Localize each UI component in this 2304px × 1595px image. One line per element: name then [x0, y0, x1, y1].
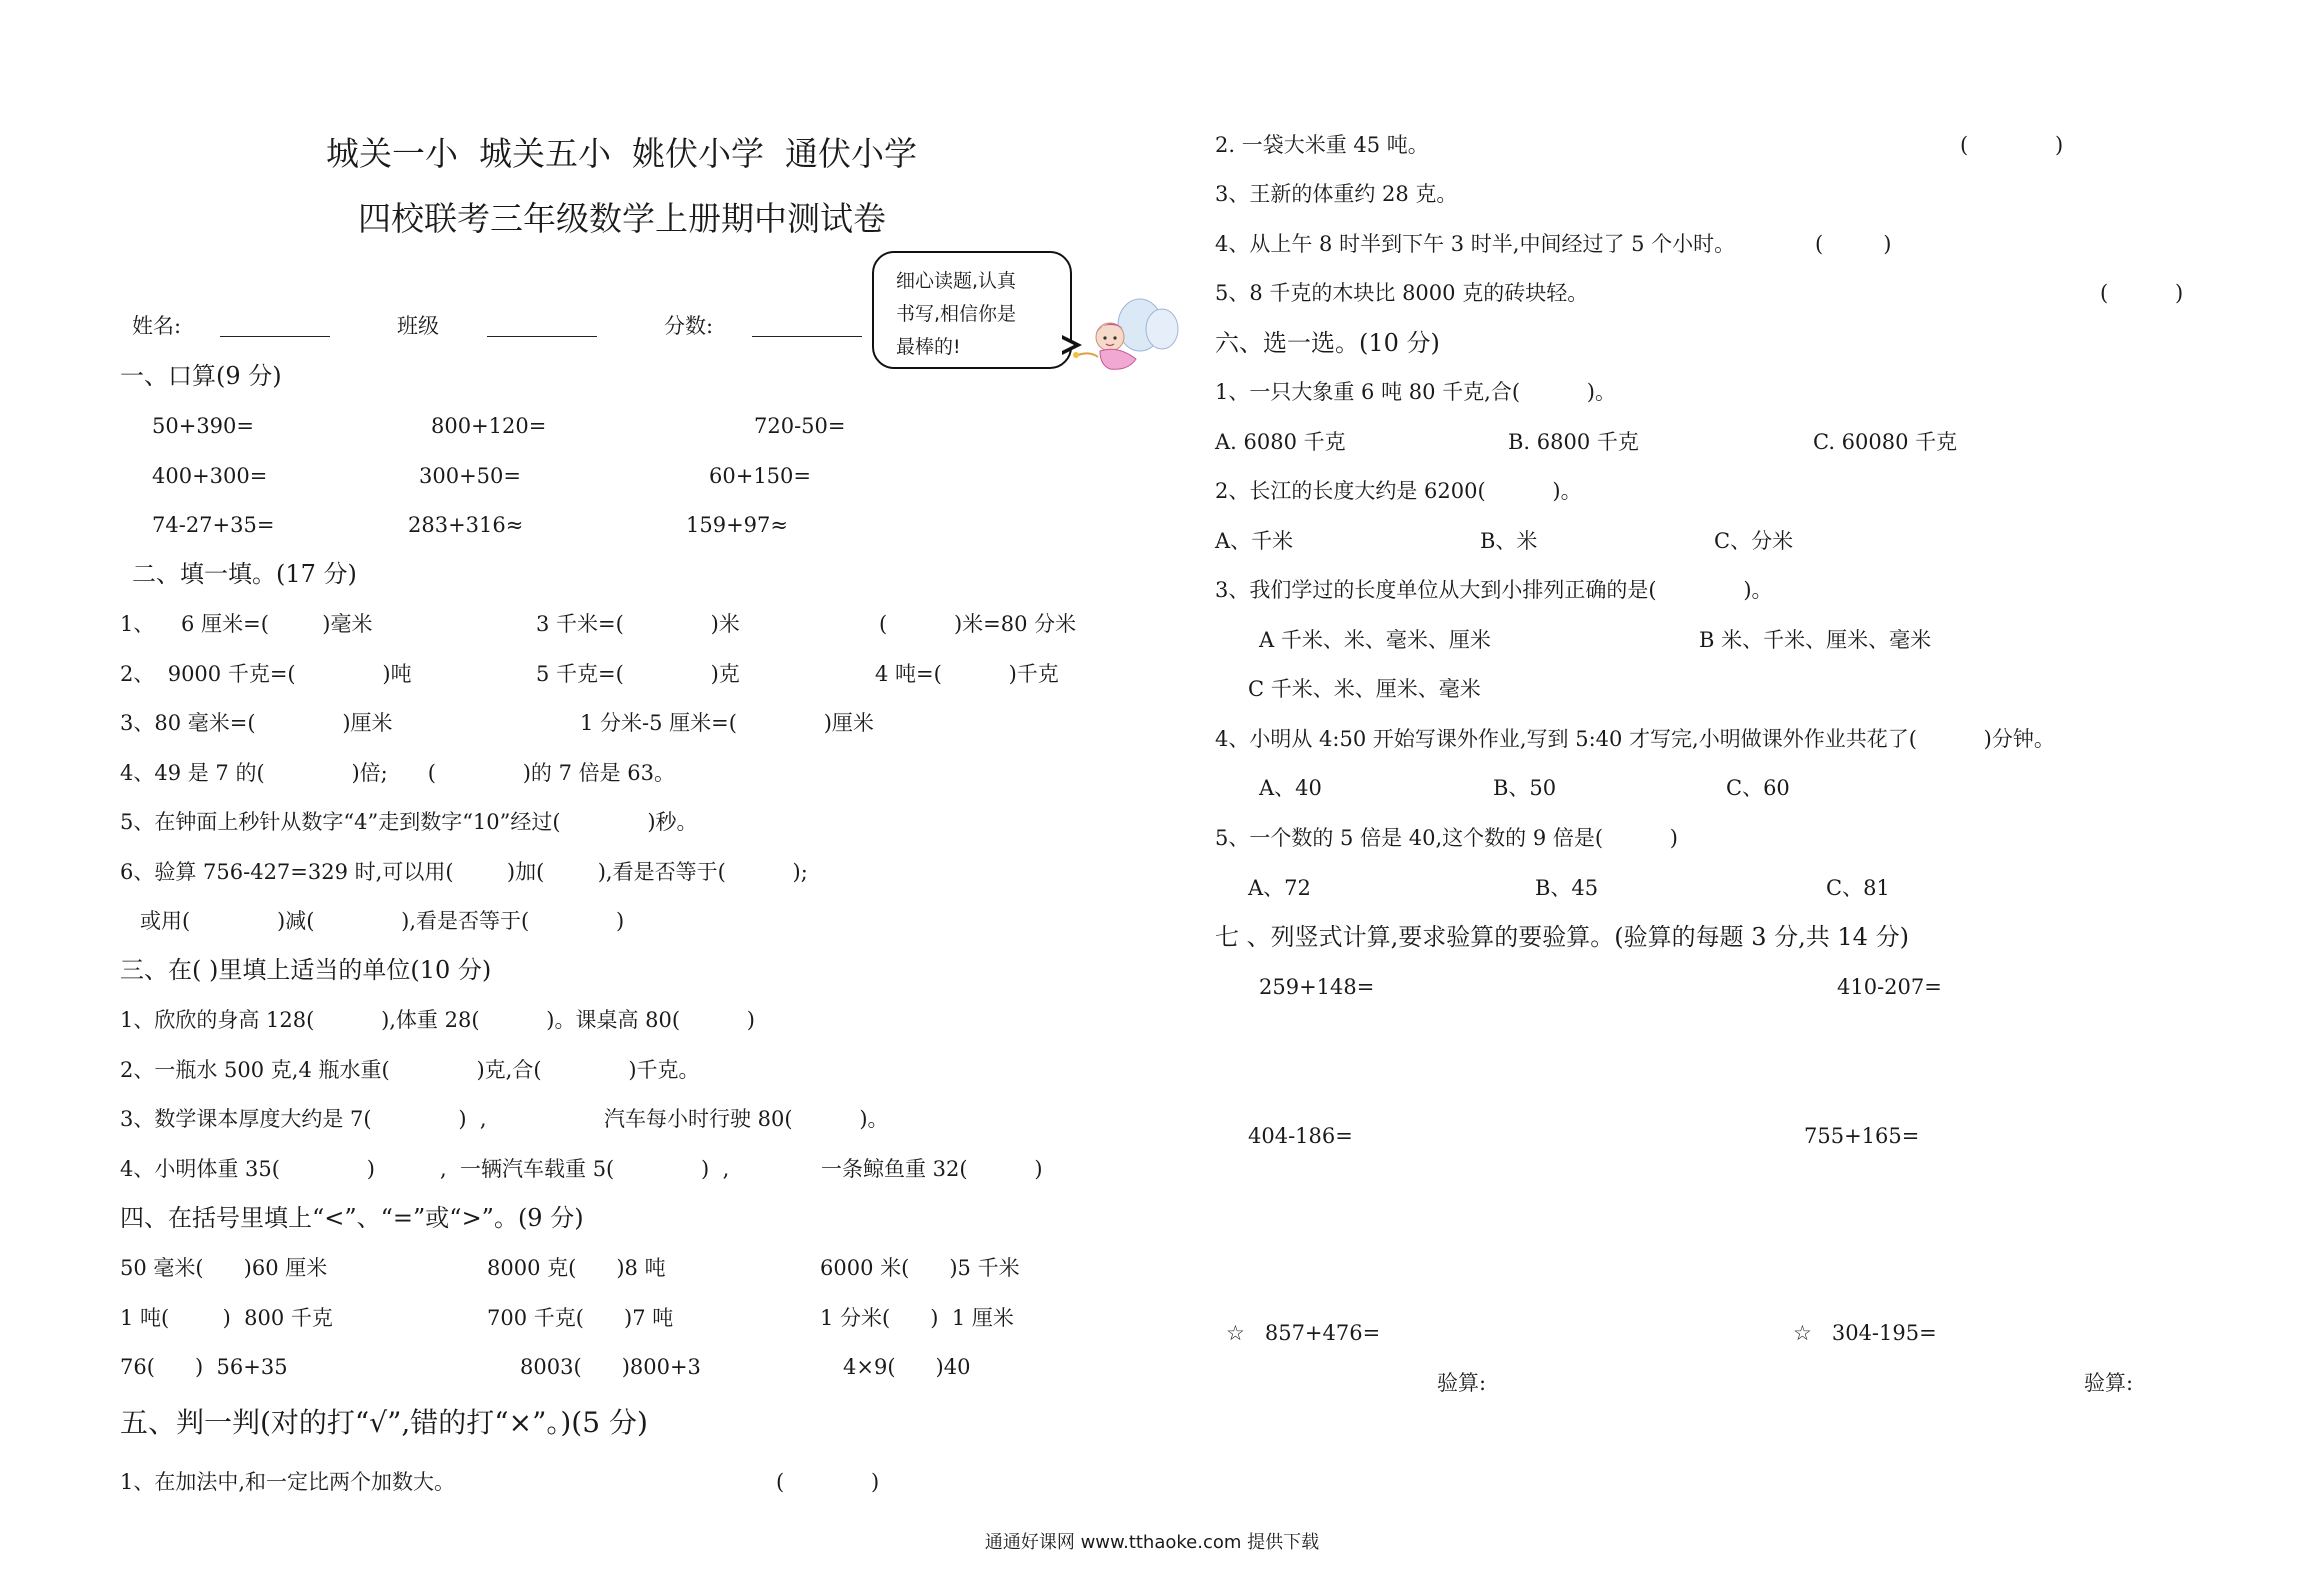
compare-1-2: 8000 克( )8 吨 [487, 1256, 666, 1280]
calc-1-1: 50+390= [152, 414, 254, 438]
choice-q2-b[interactable]: B、米 [1480, 529, 1538, 553]
choice-q2-c[interactable]: C、分米 [1714, 529, 1794, 553]
choice-q3-b[interactable]: B 米、千米、厘米、毫米 [1699, 628, 1932, 652]
name-label: 姓名: [132, 314, 182, 338]
vertical-calc-5: ☆ 857+476= [1226, 1321, 1381, 1345]
judge-q3: 3、王新的体重约 28 克。 [1215, 182, 1458, 206]
footer-credit: 通通好课网 www.tthaoke.com 提供下载 [984, 1532, 1320, 1553]
bubble-line-3: 最棒的! [896, 336, 961, 358]
compare-2-2: 700 千克( )7 吨 [487, 1306, 674, 1330]
choice-q2: 2、长江的长度大约是 6200( )。 [1215, 479, 1582, 503]
judge-q1-answer[interactable]: ( ) [776, 1470, 880, 1494]
section-3-heading: 三、在( )里填上适当的单位(10 分) [120, 956, 492, 984]
choice-q5-b[interactable]: B、45 [1535, 876, 1599, 900]
choice-q1-c[interactable]: C. 60080 千克 [1813, 430, 1958, 454]
judge-q4: 4、从上午 8 时半到下午 3 时半,中间经过了 5 个小时。 [1215, 232, 1736, 256]
compare-2-3: 1 分米( ) 1 厘米 [820, 1306, 1014, 1330]
class-label: 班级 [397, 314, 439, 338]
compare-2-1: 1 吨( ) 800 千克 [120, 1306, 333, 1330]
unit-q2: 2、一瓶水 500 克,4 瓶水重( )克,合( )千克。 [120, 1058, 700, 1082]
fill-q1a: 1、 6 厘米=( )毫米 [120, 612, 373, 636]
score-blank[interactable] [752, 336, 862, 337]
fill-q5: 5、在钟面上秒针从数字“4”走到数字“10”经过( )秒。 [120, 810, 698, 834]
section-6-heading: 六、选一选。(10 分) [1215, 329, 1440, 357]
calc-3-2: 283+316≈ [408, 513, 524, 537]
calc-2-1: 400+300= [152, 464, 268, 488]
section-1-heading: 一、口算(9 分) [120, 362, 282, 390]
choice-q1: 1、一只大象重 6 吨 80 千克,合( )。 [1215, 380, 1616, 404]
judge-q4-answer[interactable]: ( ) [1815, 232, 1892, 256]
choice-q1-b[interactable]: B. 6800 千克 [1508, 430, 1639, 454]
fill-q2b: 5 千克=( )克 [536, 662, 740, 686]
fill-q3a: 3、80 毫米=( )厘米 [120, 711, 393, 735]
choice-q4-c[interactable]: C、60 [1726, 776, 1790, 800]
check-label-left: 验算: [1437, 1371, 1487, 1395]
compare-3-2: 8003( )800+3 [520, 1355, 701, 1379]
unit-q1: 1、欣欣的身高 128( ),体重 28( )。课桌高 80( ) [120, 1008, 756, 1032]
judge-q2-answer[interactable]: ( ) [1960, 133, 2064, 157]
judge-q5-answer[interactable]: ( ) [2100, 281, 2184, 305]
section-7-heading: 七 、列竖式计算,要求验算的要验算。(验算的每题 3 分,共 14 分) [1215, 923, 1909, 951]
page-title: 四校联考三年级数学上册期中测试卷 [358, 199, 886, 238]
choice-q5-c[interactable]: C、81 [1826, 876, 1890, 900]
judge-q2: 2. 一袋大米重 45 吨。 [1215, 133, 1429, 157]
vertical-calc-4: 755+165= [1804, 1124, 1920, 1148]
compare-1-3: 6000 米( )5 千米 [820, 1256, 1020, 1280]
angel-icon [1070, 295, 1180, 375]
choice-q3-c[interactable]: C 千米、米、厘米、毫米 [1248, 677, 1481, 701]
choice-q2-a[interactable]: A、千米 [1215, 529, 1294, 553]
compare-1-1: 50 毫米( )60 厘米 [120, 1256, 328, 1280]
calc-3-3: 159+97≈ [686, 513, 788, 537]
vertical-calc-3: 404-186= [1248, 1124, 1353, 1148]
check-label-right: 验算: [2084, 1371, 2134, 1395]
compare-3-3: 4×9( )40 [843, 1355, 971, 1379]
section-2-heading: 二、填一填。(17 分) [132, 560, 357, 588]
choice-q4-b[interactable]: B、50 [1493, 776, 1557, 800]
unit-q4a: 4、小明体重 35( ) [120, 1157, 375, 1181]
calc-3-1: 74-27+35= [152, 513, 275, 537]
choice-q4-a[interactable]: A、40 [1259, 776, 1322, 800]
unit-q3a: 3、数学课本厚度大约是 7( ) , [120, 1107, 487, 1131]
name-blank[interactable] [220, 336, 330, 337]
score-label: 分数: [664, 314, 714, 338]
unit-q4c: 一条鲸鱼重 32( ) [821, 1157, 1043, 1181]
fill-q3b: 1 分米-5 厘米=( )厘米 [580, 711, 874, 735]
choice-q5-a[interactable]: A、72 [1248, 876, 1311, 900]
fill-q6a: 6、验算 756-427=329 时,可以用( )加( ),看是否等于( ); [120, 860, 808, 884]
school-names: 城关一小 城关五小 姚伏小学 通伏小学 [326, 134, 917, 173]
calc-1-3: 720-50= [754, 414, 846, 438]
unit-q3b: 汽车每小时行驶 80( )。 [604, 1107, 889, 1131]
choice-q1-a[interactable]: A. 6080 千克 [1215, 430, 1346, 454]
calc-1-2: 800+120= [431, 414, 547, 438]
bubble-line-1: 细心读题,认真 [896, 270, 1017, 292]
fill-q4: 4、49 是 7 的( )倍; ( )的 7 倍是 63。 [120, 761, 676, 785]
judge-q1: 1、在加法中,和一定比两个加数大。 [120, 1470, 456, 1494]
choice-q3-a[interactable]: A 千米、米、毫米、厘米 [1259, 628, 1491, 652]
vertical-calc-6: ☆ 304-195= [1793, 1321, 1937, 1345]
encouragement-bubble [872, 251, 1072, 369]
vertical-calc-1: 259+148= [1259, 975, 1375, 999]
fill-q1b: 3 千米=( )米 [536, 612, 740, 636]
compare-3-1: 76( ) 56+35 [120, 1355, 288, 1379]
class-blank[interactable] [487, 336, 597, 337]
choice-q4: 4、小明从 4:50 开始写课外作业,写到 5:40 才写完,小明做课外作业共花了( )分钟。 [1215, 727, 2055, 751]
bubble-line-2: 书写,相信你是 [896, 303, 1017, 325]
calc-2-3: 60+150= [709, 464, 811, 488]
judge-q5: 5、8 千克的木块比 8000 克的砖块轻。 [1215, 281, 1589, 305]
choice-q5: 5、一个数的 5 倍是 40,这个数的 9 倍是( ) [1215, 826, 1678, 850]
vertical-calc-2: 410-207= [1837, 975, 1942, 999]
choice-q3: 3、我们学过的长度单位从大到小排列正确的是( )。 [1215, 578, 1773, 602]
fill-q2a: 2、 9000 千克=( )吨 [120, 662, 412, 686]
unit-q4b: , 一辆汽车载重 5( ) , [440, 1157, 730, 1181]
fill-q6b: 或用( )减( ),看是否等于( ) [120, 909, 625, 933]
calc-2-2: 300+50= [419, 464, 521, 488]
section-5-heading: 五、判一判(对的打“√”,错的打“×”。)(5 分) [120, 1406, 648, 1439]
section-4-heading: 四、在括号里填上“<”、“=”或“>”。(9 分) [120, 1204, 584, 1232]
fill-q2c: 4 吨=( )千克 [875, 662, 1059, 686]
fill-q1c: ( )米=80 分米 [879, 612, 1077, 636]
